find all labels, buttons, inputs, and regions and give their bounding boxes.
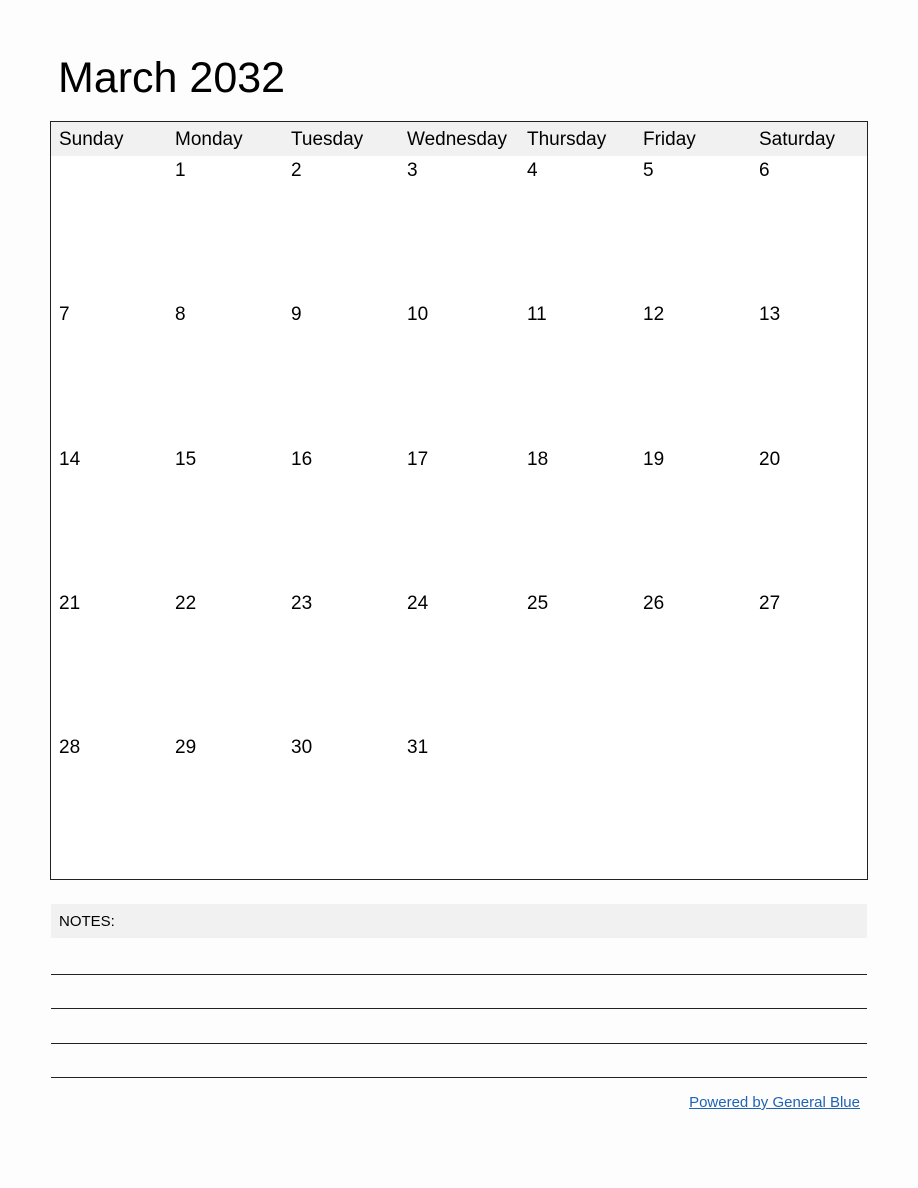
weekday-thursday: Thursday: [527, 129, 607, 150]
day-cell: 14: [59, 449, 81, 470]
note-line: [51, 1043, 867, 1044]
day-cell: 12: [643, 304, 665, 325]
day-cell: 24: [407, 593, 429, 614]
day-cell: 22: [175, 593, 197, 614]
calendar-grid: [50, 121, 868, 880]
day-cell: 19: [643, 449, 665, 470]
powered-by-link[interactable]: Powered by General Blue: [689, 1094, 860, 1111]
day-cell: 4: [527, 160, 538, 181]
day-cell: 20: [759, 449, 781, 470]
weekday-saturday: Saturday: [759, 129, 836, 150]
day-cell: 21: [59, 593, 81, 614]
day-cell: 23: [291, 593, 313, 614]
day-cell: 7: [59, 304, 70, 325]
note-line: [51, 1077, 867, 1078]
day-cell: 1: [175, 160, 186, 181]
day-cell: 30: [291, 737, 313, 758]
day-cell: 13: [759, 304, 781, 325]
note-line: [51, 974, 867, 975]
day-cell: 31: [407, 737, 429, 758]
weekday-friday: Friday: [643, 129, 696, 150]
day-cell: 29: [175, 737, 197, 758]
day-cell: 17: [407, 449, 429, 470]
note-line: [51, 1008, 867, 1009]
day-cell: 18: [527, 449, 549, 470]
day-cell: 6: [759, 160, 770, 181]
weekday-sunday: Sunday: [59, 129, 124, 150]
notes-label: NOTES:: [59, 913, 115, 930]
day-cell: 15: [175, 449, 197, 470]
day-cell: 8: [175, 304, 186, 325]
day-cell: 3: [407, 160, 418, 181]
day-cell: 10: [407, 304, 429, 325]
day-cell: 2: [291, 160, 302, 181]
day-cell: 25: [527, 593, 549, 614]
weekday-header-row: [51, 122, 867, 156]
weekday-monday: Monday: [175, 129, 243, 150]
page-title: March 2032: [58, 54, 286, 102]
day-cell: 26: [643, 593, 665, 614]
day-cell: 27: [759, 593, 781, 614]
notes-header: [51, 904, 867, 938]
day-cell: 9: [291, 304, 302, 325]
day-cell: 5: [643, 160, 654, 181]
weekday-wednesday: Wednesday: [407, 129, 507, 150]
day-cell: 16: [291, 449, 313, 470]
weekday-tuesday: Tuesday: [291, 129, 364, 150]
day-cell: 11: [527, 304, 547, 325]
day-cell: 28: [59, 737, 81, 758]
